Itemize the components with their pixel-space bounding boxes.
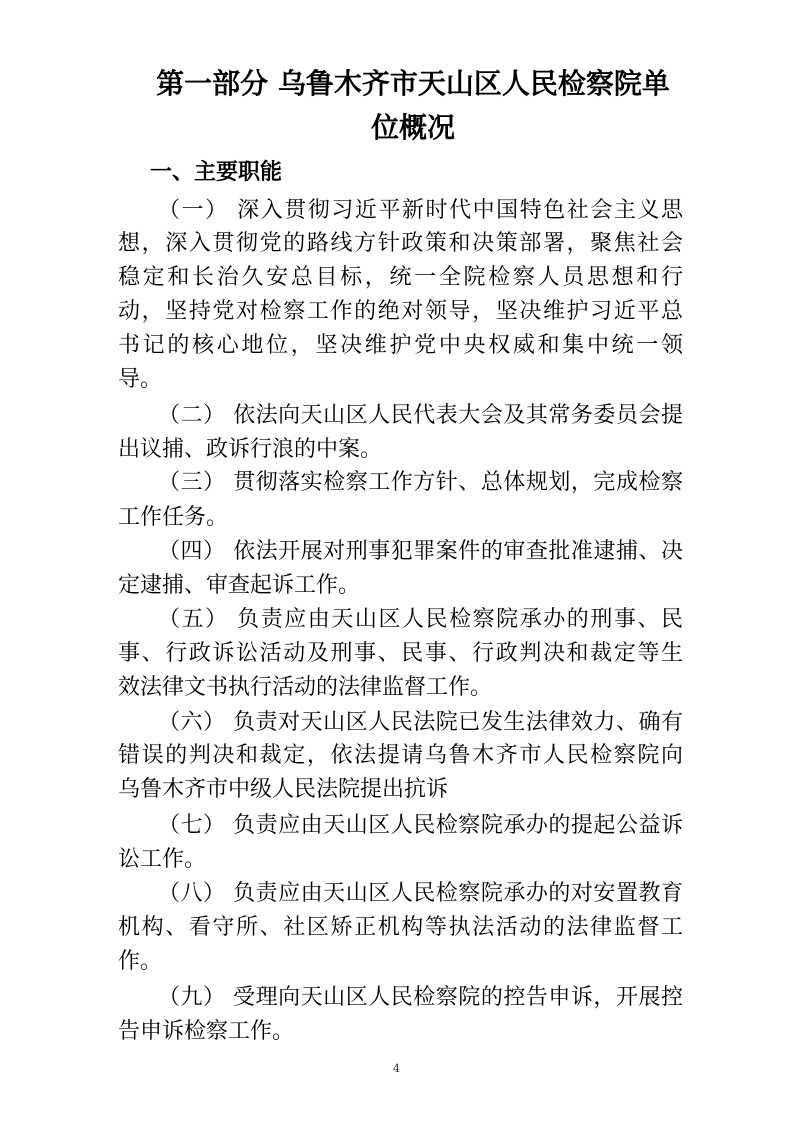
paragraph-7-line-2: 讼工作。: [118, 847, 207, 872]
paragraph-1-line-4: 动，坚持党对检察工作的绝对领导，坚决维护习近平总: [118, 299, 683, 324]
paragraph-1-line-1: （一） 深入贯彻习近平新时代中国特色社会主义思: [158, 198, 683, 223]
section-heading: 一、主要职能: [150, 160, 283, 185]
paragraph-5-line-2: 事、行政诉讼活动及刑事、民事、行政判决和裁定等生: [118, 641, 683, 666]
paragraph-3-line-2: 工作任务。: [118, 505, 229, 530]
paragraph-1-line-5: 书记的核心地位，坚决维护党中央权威和集中统一领: [118, 333, 683, 358]
paragraph-8-line-1: （八） 负责应由天山区人民检察院承办的对安置教育: [158, 881, 683, 906]
page-title-line-1: 第一部分 乌鲁木齐市天山区人民检察院单: [156, 67, 670, 100]
paragraph-5-line-1: （五） 负责应由天山区人民检察院承办的刑事、民: [158, 607, 683, 632]
paragraph-3-line-1: （三） 贯彻落实检察工作方针、总体规划，完成检察: [158, 470, 683, 495]
paragraph-6-line-2: 错误的判决和裁定，依法提请乌鲁木齐市人民检察院向: [118, 743, 683, 768]
paragraph-4-line-2: 定逮捕、审查起诉工作。: [118, 573, 361, 598]
paragraph-6-line-1: （六） 负责对天山区人民法院已发生法律效力、确有: [158, 710, 683, 735]
paragraph-2-line-1: （二） 依法向天山区人民代表大会及其常务委员会提: [158, 403, 683, 428]
paragraph-9-line-2: 告申诉检察工作。: [118, 1019, 295, 1044]
paragraph-1-line-2: 想，深入贯彻党的路线方针政策和决策部署，聚焦社会: [118, 231, 683, 256]
paragraph-2-line-2: 出议捕、政诉行浪的中案。: [118, 437, 383, 462]
paragraph-7-line-1: （七） 负责应由天山区人民检察院承办的提起公益诉: [158, 813, 683, 838]
page-number: 4: [393, 1062, 400, 1075]
paragraph-1-line-6: 导。: [118, 367, 163, 392]
paragraph-5-line-3: 效法律文书执行活动的法律监督工作。: [118, 675, 493, 700]
paragraph-9-line-1: （九） 受理向天山区人民检察院的控告申诉，开展控: [158, 985, 683, 1010]
paragraph-8-line-3: 作。: [118, 949, 163, 974]
paragraph-6-line-3: 乌鲁木齐市中级人民法院提出抗诉: [118, 777, 449, 802]
paragraph-4-line-1: （四） 依法开展对刑事犯罪案件的审查批准逮捕、决: [158, 539, 683, 564]
paragraph-8-line-2: 机构、看守所、社区矫正机构等执法活动的法律监督工: [118, 915, 683, 940]
page-title-line-2: 位概况: [370, 111, 455, 144]
paragraph-1-line-3: 稳定和长治久安总目标，统一全院检察人员思想和行: [118, 265, 683, 290]
